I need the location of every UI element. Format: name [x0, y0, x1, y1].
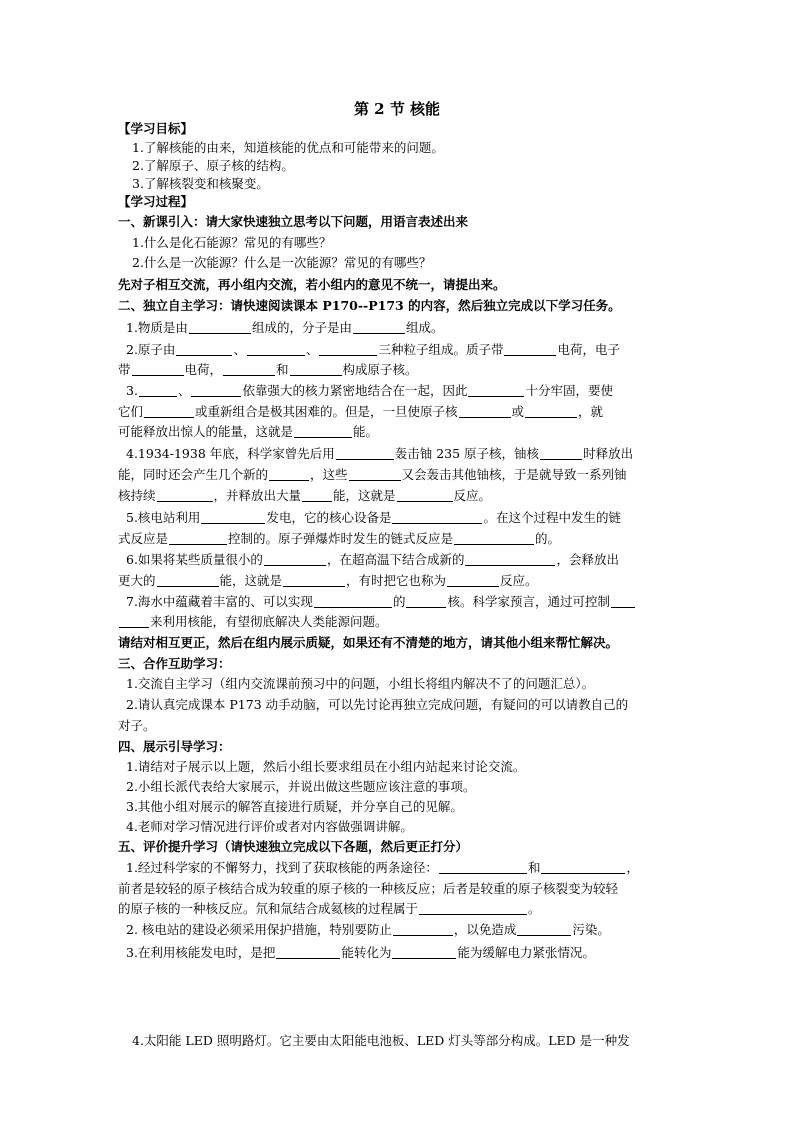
answer-blank[interactable] [223, 361, 275, 376]
answer-blank[interactable] [169, 530, 227, 545]
fill-line: 更大的 能，这就是 ，有时把它也称为 反应。 [118, 573, 538, 588]
fill-line: 它们 或重新组合是极其困难的。但是，一旦使原子核 或 ，就 [118, 404, 604, 419]
text-line: 2.什么是一次能源？什么是一次能源？常见的有哪些？ [132, 255, 432, 270]
answer-blank[interactable] [189, 319, 251, 334]
answer-blank[interactable] [247, 341, 305, 356]
text-line: 前者是较轻的原子核结合成为较重的原子核的一种核反应；后者是较重的原子核裂变为较轻 [118, 881, 619, 896]
answer-blank[interactable] [525, 403, 577, 418]
text-line: 1.了解核能的由来，知道核能的优点和可能带来的问题。 [132, 140, 444, 155]
answer-blank[interactable] [290, 361, 342, 376]
fill-line: 1.经过科学家的不懈努力，找到了获取核能的两条途径： 和 ， [126, 860, 639, 875]
answer-blank[interactable] [397, 487, 453, 502]
text-line: 3.其他小组对展示的解答直接进行质疑，并分享自己的见解。 [126, 799, 463, 814]
fill-line: 能，同时还会产生几个新的 ，这些 又会轰击其他铀核，于是就导致一系列铀 [118, 467, 627, 482]
fill-line: 1.物质是由 组成的，分子是由 组成。 [126, 320, 444, 335]
text-line: 1.请结对子展示以上题，然后小组长要求组员在小组内站起来讨论交流。 [126, 759, 526, 774]
page-title: 第 2 节 核能 [353, 100, 441, 118]
text-line: 1.什么是化石能源？常见的有哪些？ [132, 235, 332, 250]
answer-blank[interactable] [294, 423, 352, 438]
fill-line: 2. 核电站的建设必须采用保护措施，特别要防止 ，以免造成 污染。 [126, 922, 610, 937]
fill-line: 3.在利用核能发电时，是把 能转化为 能为缓解电力紧张情况。 [126, 945, 595, 960]
answer-blank[interactable] [319, 341, 377, 356]
fill-line: 7.海水中蕴藏着丰富的、可以实现 的 核。科学家预言，通过可控制 [126, 592, 636, 611]
answer-blank[interactable] [541, 859, 625, 874]
section-heading-self-study: 二、独立自主学习：请快速阅读课本 P170--P173 的内容，然后独立完成以下学习任务。 [118, 298, 621, 313]
fill-line: 6.如果将某些质量很小的 ，在超高温下结合成新的 ，会释放出 [126, 552, 619, 567]
fill-line: 可能释放出惊人的能量，这就是 能。 [118, 424, 379, 439]
answer-blank[interactable] [157, 487, 213, 502]
answer-blank[interactable] [201, 509, 265, 524]
answer-blank[interactable] [139, 382, 177, 397]
answer-blank[interactable] [119, 613, 149, 628]
text-line: 4.太阳能 LED 照明路灯。它主要由太阳能电池板、LED 灯头等部分构成。LED 是一种发 [132, 1033, 630, 1048]
text-line: 2.请认真完成课本 P173 动手动脑，可以先讨论再独立完成问题，有疑问的可以请教自己的 [126, 697, 629, 712]
answer-blank[interactable] [459, 403, 511, 418]
answer-blank[interactable] [447, 572, 499, 587]
section-heading-objectives: 【学习目标】 [118, 121, 194, 136]
instruction-bold: 先对子相互交流，再小组内交流，若小组内的意见不统一，请提出来。 [118, 277, 506, 292]
answer-blank[interactable] [269, 466, 309, 481]
text-line: 4.老师对学习情况进行评价或者对内容做强调讲解。 [126, 819, 413, 834]
answer-blank[interactable] [468, 382, 524, 397]
answer-blank[interactable] [392, 509, 482, 524]
fill-line: 带 电荷， 和 构成原子核。 [118, 362, 418, 377]
text-line: 对子。 [118, 718, 156, 733]
answer-blank[interactable] [264, 551, 326, 566]
answer-blank[interactable] [611, 593, 635, 608]
answer-blank[interactable] [276, 944, 340, 959]
fill-line: 3. 、 依靠强大的核力紧密地结合在一起，因此 十分牢固，要使 [126, 383, 613, 398]
answer-blank[interactable] [132, 361, 184, 376]
answer-blank[interactable] [504, 341, 556, 356]
section-heading-display: 四、展示引导学习： [118, 739, 231, 754]
text-line: 2.小组长派代表给大家展示，并说出做这些题应该注意的事项。 [126, 779, 476, 794]
fill-line: 的原子核的一种核反应。氘和氚结合成氦核的过程属于 。 [118, 901, 541, 916]
section-heading-intro: 一、新课引入：请大家快速独立思考以下问题，用语言表述出来 [118, 214, 469, 229]
answer-blank[interactable] [392, 944, 456, 959]
answer-blank[interactable] [349, 466, 401, 481]
fill-line: 2.原子由 、 、 三种粒子组成。质子带 电荷，电子 [126, 342, 620, 357]
section-heading-process: 【学习过程】 [118, 194, 194, 209]
section-heading-evaluation: 五、评价提升学习（请快速独立完成以下各题，然后更正打分） [118, 839, 469, 854]
section-heading-cooperation: 三、合作互助学习： [118, 656, 231, 671]
answer-blank[interactable] [144, 403, 194, 418]
fill-line: 式反应是 控制的。原子弹爆炸时发生的链式反应是 的。 [118, 531, 561, 546]
fill-line: 核持续 ，并释放出大量 能，这就是 反应。 [118, 488, 492, 503]
answer-blank[interactable] [406, 593, 446, 608]
answer-blank[interactable] [540, 445, 582, 460]
answer-blank[interactable] [176, 341, 232, 356]
answer-blank[interactable] [336, 445, 394, 460]
answer-blank[interactable] [314, 593, 392, 608]
text-line: 2.了解原子、原子核的结构。 [132, 158, 294, 173]
fill-line: 来利用核能，有望彻底解决人类能源问题。 [118, 612, 388, 631]
answer-blank[interactable] [517, 921, 571, 936]
instruction-bold: 请结对相互更正，然后在组内展示质疑，如果还有不清楚的地方，请其他小组来帮忙解决。 [118, 635, 619, 650]
answer-blank[interactable] [454, 530, 534, 545]
fill-line: 4.1934-1938 年底，科学家曾先后用 轰击铀 235 原子核，铀核 时释放出 [126, 446, 634, 461]
answer-blank[interactable] [302, 487, 332, 502]
answer-blank[interactable] [283, 572, 345, 587]
text-line: 1.交流自主学习（组内交流课前预习中的问题，小组长将组内解决不了的问题汇总）。 [126, 676, 595, 691]
answer-blank[interactable] [191, 382, 241, 397]
text-line: 3.了解核裂变和核聚变。 [132, 176, 269, 191]
answer-blank[interactable] [439, 859, 527, 874]
answer-blank[interactable] [465, 551, 555, 566]
answer-blank[interactable] [157, 572, 219, 587]
answer-blank[interactable] [353, 319, 405, 334]
fill-line: 5.核电站利用 发电，它的核心设备是 。在这个过程中发生的链 [126, 510, 621, 525]
answer-blank[interactable] [419, 900, 527, 915]
answer-blank[interactable] [393, 921, 453, 936]
